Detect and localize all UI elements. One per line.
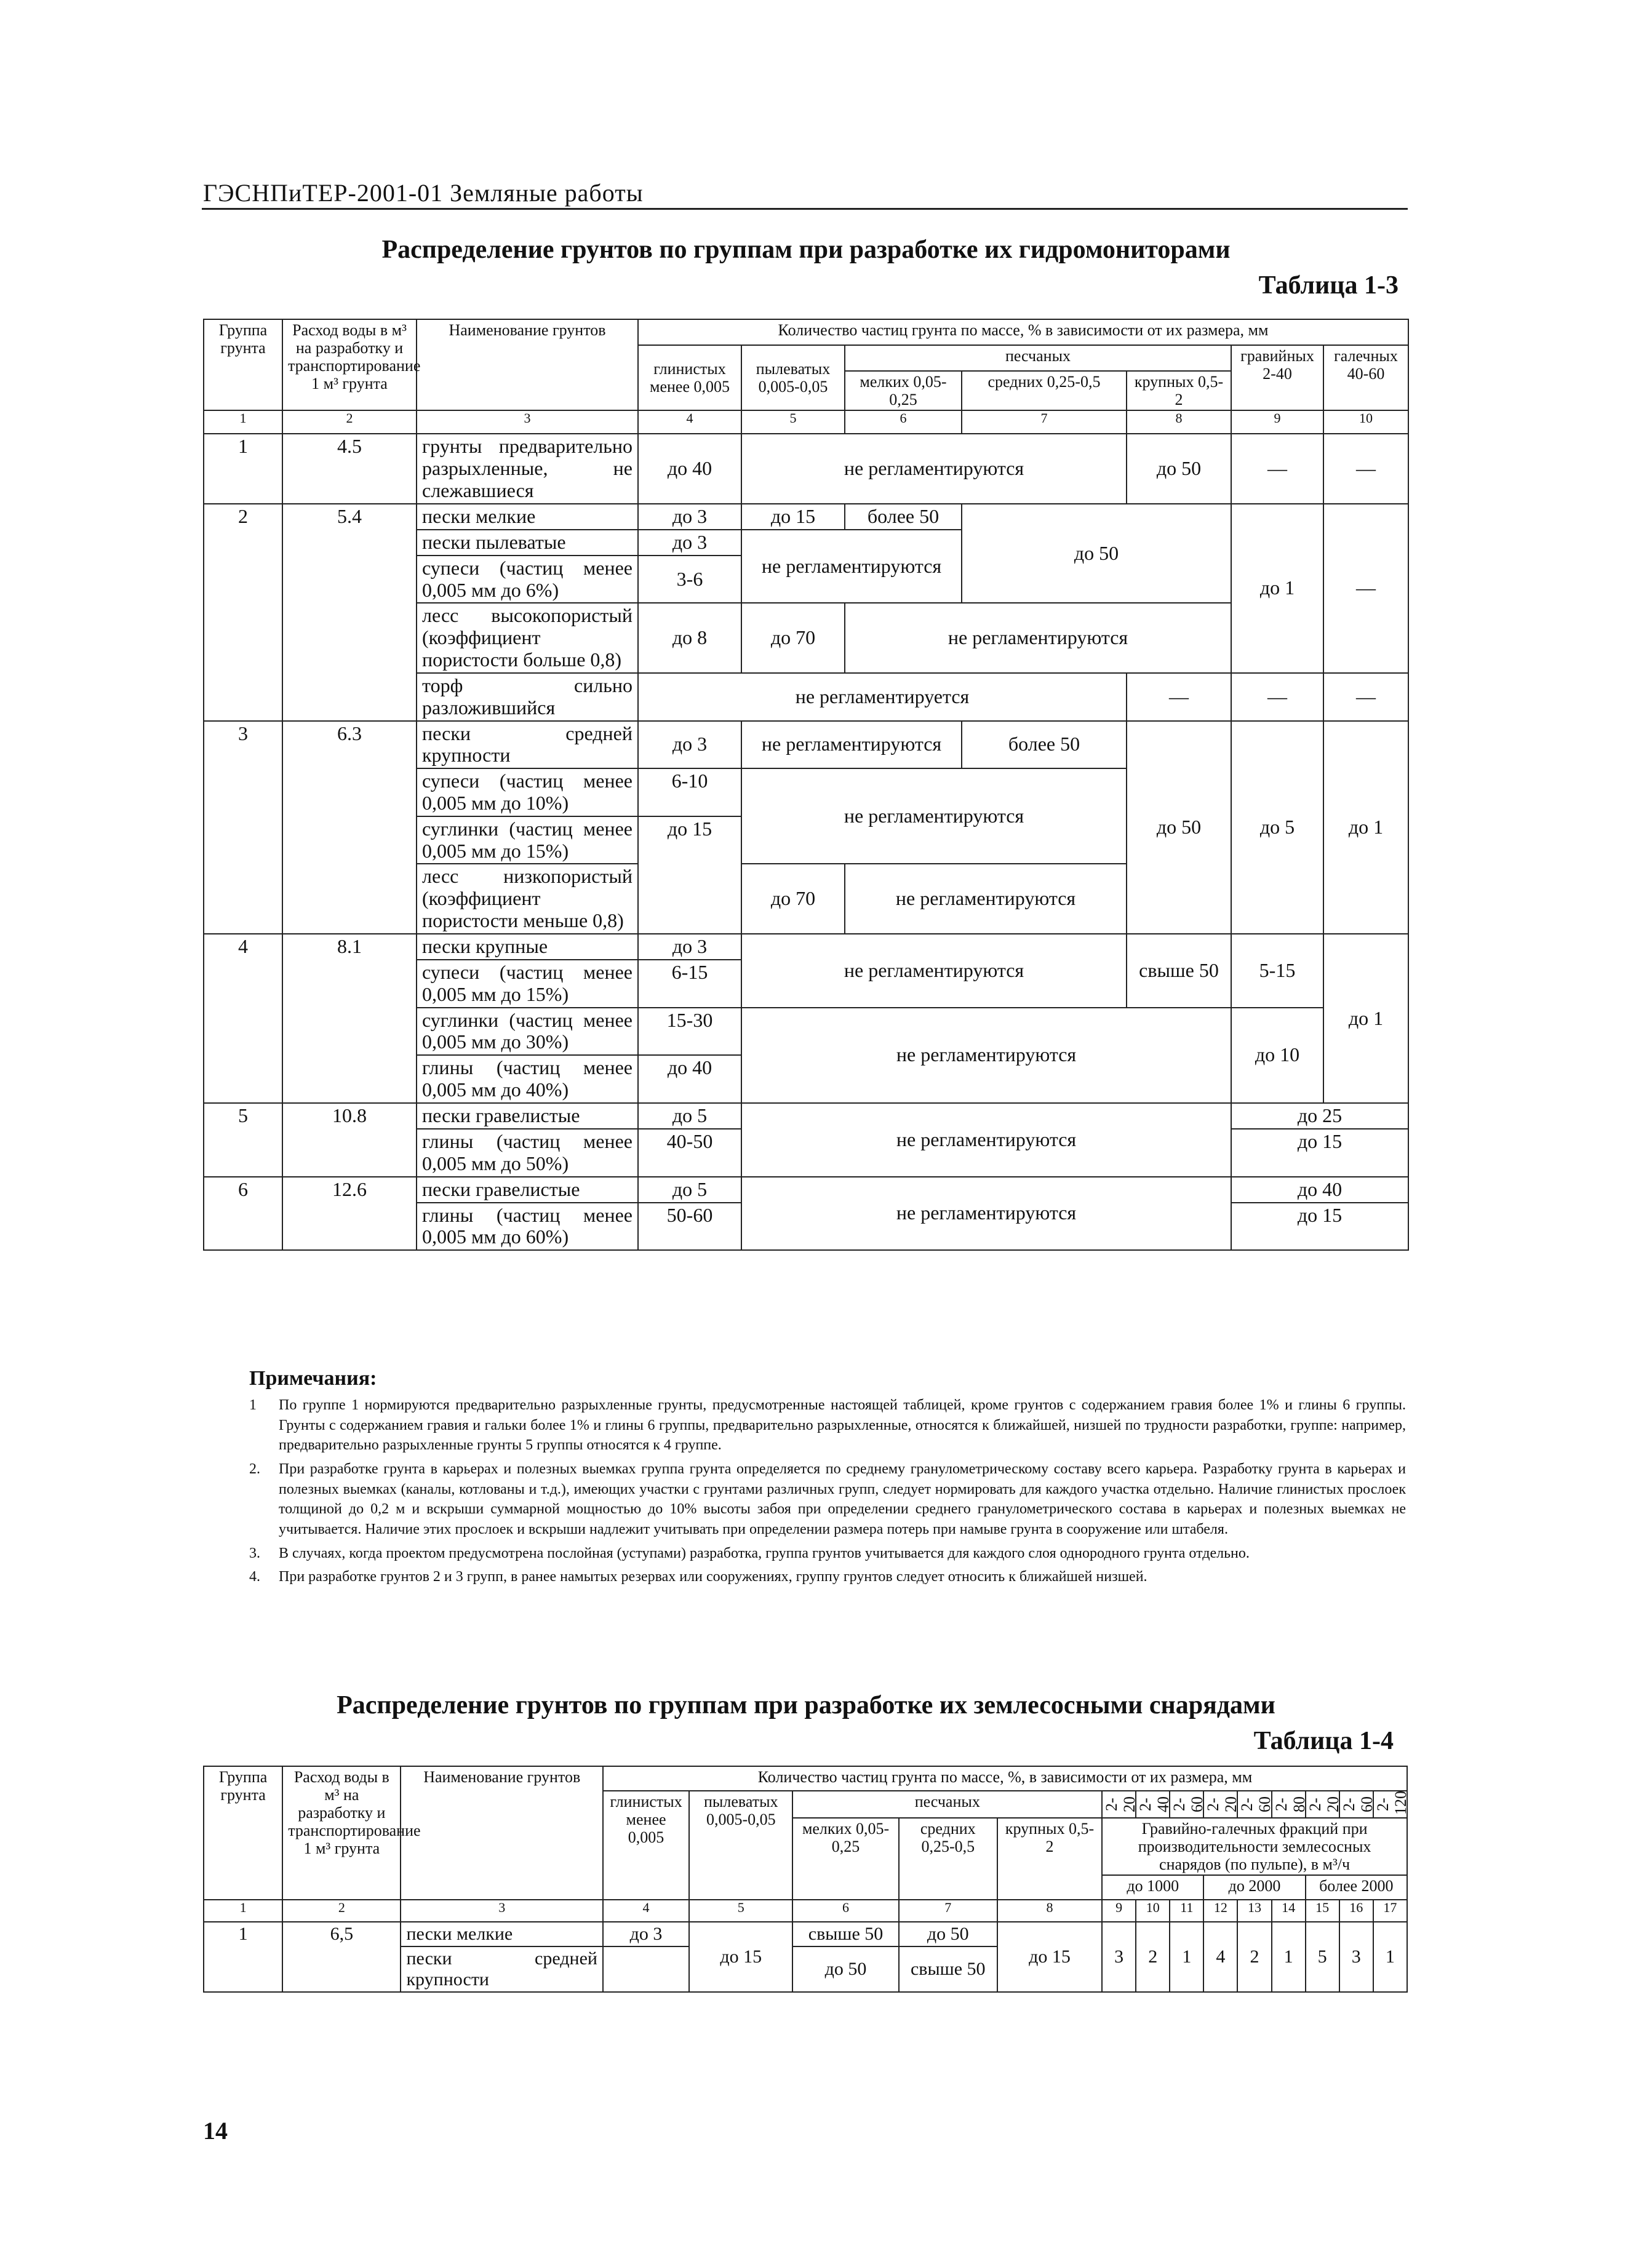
soil-name: глины (частиц менее 0,005 мм до 60%) — [417, 1203, 638, 1251]
cell-medium: до 50 — [899, 1922, 997, 1946]
water-consumption: 10.8 — [282, 1103, 417, 1177]
soil-name: супеси (частиц менее 0,005 мм до 6%) — [417, 556, 638, 604]
cell-medium: более 50 — [962, 721, 1127, 769]
cell-fraction-value: 1 — [1272, 1922, 1306, 1991]
cell-pebble: — — [1323, 673, 1408, 721]
soil-name: пески средней крупности — [417, 721, 638, 769]
column-number: 4 — [638, 410, 741, 434]
column-number: 3 — [401, 1900, 602, 1922]
soil-name: глины (частиц менее 0,005 мм до 50%) — [417, 1129, 638, 1177]
cell-not-regulated: не регламентируются — [741, 934, 1127, 1008]
table-1-4-label: Таблица 1-4 — [1253, 1727, 1394, 1755]
water-consumption: 4.5 — [282, 434, 417, 503]
soil-name: пески средней крупности — [401, 1946, 602, 1991]
water-consumption: 6,5 — [282, 1922, 401, 1991]
header-sand: песчаных — [792, 1791, 1102, 1818]
cell-clay: 6-10 — [638, 768, 741, 816]
column-number: 1 — [204, 410, 282, 434]
cell-silt: до 70 — [741, 864, 845, 933]
cell-pebble: — — [1323, 434, 1408, 503]
note-text: При разработке грунта в карьерах и полезных выемках группа грунта определяется по среднему гранулометрическому составу всего карьера. Разработку грунта в карьерах и полезных выемках (каналы, котлованы и т.д.), имеющих участки с грунтами различных групп, следует нормировать для каждого участка отдельно. Наличие глинистых прослоек толщиной до 0,2 м и вскрыши суммарной мощностью до 10% высоты забоя при определении среднего гранулометрического состава в карьерах и полезных выемках не учитывается. Наличие этих прослоек и вскрыши надлежит учитывать при определении размера потерь при намыве грунта в сооружение или штабеля. — [279, 1461, 1406, 1537]
notes-title: Примечания: — [249, 1367, 377, 1390]
soil-name: лесс высокопористый (коэффициент пористости больше 0,8) — [417, 603, 638, 672]
column-number: 17 — [1373, 1900, 1407, 1922]
water-consumption: 5.4 — [282, 504, 417, 721]
cell-clay: до 5 — [638, 1177, 741, 1203]
header-silt: пылеватых 0,005-0,05 — [741, 345, 845, 410]
group-number: 1 — [204, 1922, 282, 1991]
cell-fine: до 50 — [792, 1946, 898, 1991]
cell-fraction-value: 1 — [1170, 1922, 1203, 1991]
cell-clay: до 3 — [638, 934, 741, 960]
soil-name: суглинки (частиц менее 0,005 мм до 15%) — [417, 816, 638, 864]
note-item — [249, 1395, 1406, 1456]
soil-name: суглинки (частиц менее 0,005 мм до 30%) — [417, 1008, 638, 1056]
header-fraction: 2-20 — [1203, 1791, 1237, 1818]
cell-not-regulated: не регламентируются — [845, 864, 1127, 933]
note-number: 4. — [249, 1569, 260, 1585]
cell-clay: до 5 — [638, 1103, 741, 1129]
cell-fraction-value: 2 — [1136, 1922, 1170, 1991]
group-number: 5 — [204, 1103, 282, 1177]
header-sand-coarse: крупных 0,5-2 — [997, 1818, 1102, 1900]
header-group: Группа грунта — [204, 1766, 282, 1900]
header-sand-fine: мелких 0,05-0,25 — [792, 1818, 898, 1900]
column-number: 2 — [282, 1900, 401, 1922]
cell-fine: более 50 — [845, 504, 962, 530]
note-item — [249, 1544, 1406, 1564]
header-perf-1: до 1000 — [1102, 1875, 1203, 1900]
cell-clay: до 8 — [638, 603, 741, 672]
header-water: Расход воды в м³ на разработку и транспортирование 1 м³ грунта — [282, 319, 417, 410]
group-number: 4 — [204, 934, 282, 1103]
header-fraction: 2-120 — [1373, 1791, 1407, 1818]
note-text: В случаях, когда проектом предусмотрена послойная (уступами) разработка, группа грунтов учитывается для каждого слоя однородного грунта отдельно. — [279, 1545, 1250, 1561]
cell-silt: до 15 — [741, 504, 845, 530]
cell-not-regulated: не регламентируются — [741, 530, 962, 604]
cell-gravel: до 1 — [1231, 504, 1323, 673]
cell-fraction-value: 3 — [1102, 1922, 1136, 1991]
header-rule — [202, 208, 1408, 210]
header-water: Расход воды в м³ на разработку и транспортирование 1 м³ грунта — [282, 1766, 401, 1900]
cell-coarse: — — [1127, 673, 1231, 721]
cell-gravel: — — [1231, 434, 1323, 503]
cell-not-regulated: не регламентируются — [741, 434, 1127, 503]
cell-not-regulated: не регламентируется — [638, 673, 1127, 721]
header-silt: пылеватых 0,005-0,05 — [689, 1791, 792, 1900]
soil-name: торф сильно разложившийся — [417, 673, 638, 721]
group-number: 6 — [204, 1177, 282, 1251]
header-fraction: 2-20 — [1306, 1791, 1339, 1818]
cell-coarse: до 15 — [997, 1922, 1102, 1991]
soil-name: пески гравелистые — [417, 1103, 638, 1129]
cell-gravel: — — [1231, 673, 1323, 721]
soil-name: пески мелкие — [401, 1922, 602, 1946]
header-perf-3: более 2000 — [1306, 1875, 1407, 1900]
header-gravel: гравийных 2-40 — [1231, 345, 1323, 410]
column-number: 7 — [899, 1900, 997, 1922]
cell-clay: до 15 — [638, 816, 741, 934]
cell-clay: до 40 — [638, 1055, 741, 1103]
cell-silt: до 70 — [741, 603, 845, 672]
cell-not-regulated: не регламентируются — [741, 1177, 1231, 1251]
table-1-3-label: Таблица 1-3 — [1258, 271, 1399, 300]
cell-pebble: — — [1323, 504, 1408, 673]
header-particle-quantity: Количество частиц грунта по массе, % в зависимости от их размера, мм — [638, 319, 1408, 345]
running-header: ГЭСНПиТЕР-2001-01 Земляные работы — [203, 179, 644, 207]
header-fraction: 2-40 — [1136, 1791, 1170, 1818]
page-number: 14 — [203, 2117, 228, 2145]
note-item — [249, 1567, 1406, 1587]
column-number: 8 — [997, 1900, 1102, 1922]
column-number: 16 — [1339, 1900, 1373, 1922]
column-number: 11 — [1170, 1900, 1203, 1922]
soil-name: пески пылеватые — [417, 530, 638, 556]
header-sand-medium: средних 0,25-0,5 — [899, 1818, 997, 1900]
table-1-3 — [203, 319, 1409, 1251]
header-fraction: 2-60 — [1237, 1791, 1271, 1818]
note-number: 1 — [249, 1397, 257, 1414]
column-number: 10 — [1323, 410, 1408, 434]
cell-clay: до 3 — [638, 721, 741, 769]
column-number: 14 — [1272, 1900, 1306, 1922]
cell-clay: до 40 — [638, 434, 741, 503]
cell-clay — [603, 1946, 689, 1991]
note-number: 2. — [249, 1461, 260, 1478]
group-number: 1 — [204, 434, 282, 503]
water-consumption: 8.1 — [282, 934, 417, 1103]
note-text: По группе 1 нормируются предварительно разрыхленные грунты, предусмотренные настоящей таблицей, кроме грунтов с содержанием гравия более 1% и глины 6 группы. Грунты с содержанием гравия и гальки более 1% и глины 6 группы, предварительно разрыхленные, относятся к ближайшей, низшей по трудности разработки, группе: например, предварительно разрыхленные грунты 5 группы относятся к 4 группе. — [279, 1397, 1406, 1454]
column-number: 6 — [792, 1900, 898, 1922]
header-fraction: 2-60 — [1170, 1791, 1203, 1818]
soil-name: пески крупные — [417, 934, 638, 960]
header-clay: глинистых менее 0,005 — [638, 345, 741, 410]
cell-pebble: до 1 — [1323, 934, 1408, 1103]
cell-gravel-pebble: до 25 — [1231, 1103, 1408, 1129]
header-fraction: 2-20 — [1102, 1791, 1136, 1818]
cell-medium-coarse: до 50 — [962, 504, 1231, 604]
column-number: 5 — [741, 410, 845, 434]
soil-name: пески мелкие — [417, 504, 638, 530]
column-number: 12 — [1203, 1900, 1237, 1922]
cell-fine: свыше 50 — [792, 1922, 898, 1946]
cell-clay: 50-60 — [638, 1203, 741, 1251]
water-consumption: 12.6 — [282, 1177, 417, 1251]
cell-gravel: 5-15 — [1231, 934, 1323, 1008]
column-number: 15 — [1306, 1900, 1339, 1922]
cell-fraction-value: 2 — [1237, 1922, 1271, 1991]
cell-gravel: до 10 — [1231, 1008, 1323, 1103]
column-number: 9 — [1231, 410, 1323, 434]
column-number: 1 — [204, 1900, 282, 1922]
cell-gravel-pebble: до 15 — [1231, 1203, 1408, 1251]
cell-fraction-value: 3 — [1339, 1922, 1373, 1991]
header-clay: глинистых менее 0,005 — [603, 1791, 689, 1900]
cell-clay: 3-6 — [638, 556, 741, 604]
column-number: 8 — [1127, 410, 1231, 434]
header-particle-quantity: Количество частиц грунта по массе, %, в зависимости от их размера, мм — [603, 1766, 1407, 1791]
note-item — [249, 1459, 1406, 1540]
column-number: 9 — [1102, 1900, 1136, 1922]
cell-medium: свыше 50 — [899, 1946, 997, 1991]
cell-not-regulated: не регламентируются — [845, 603, 1231, 672]
cell-pebble: до 1 — [1323, 721, 1408, 934]
soil-name: глины (частиц менее 0,005 мм до 40%) — [417, 1055, 638, 1103]
cell-clay: 40-50 — [638, 1129, 741, 1177]
cell-fraction-value: 5 — [1306, 1922, 1339, 1991]
table-1-4-title: Распределение грунтов по группам при разработке их землесосными снарядами — [337, 1691, 1275, 1719]
soil-name: лесс низкопористый (коэффициент пористости меньше 0,8) — [417, 864, 638, 933]
column-number: 6 — [845, 410, 962, 434]
header-soil-name: Наименование грунтов — [417, 319, 638, 410]
cell-clay: 15-30 — [638, 1008, 741, 1056]
soil-name: пески гравелистые — [417, 1177, 638, 1203]
notes — [249, 1365, 1406, 1591]
cell-fraction-value: 4 — [1203, 1922, 1237, 1991]
cell-gravel-pebble: до 40 — [1231, 1177, 1408, 1203]
group-number: 3 — [204, 721, 282, 934]
header-soil-name: Наименование грунтов — [401, 1766, 602, 1900]
cell-coarse: до 50 — [1127, 721, 1231, 934]
cell-coarse: свыше 50 — [1127, 934, 1231, 1008]
note-text: При разработке грунтов 2 и 3 групп, в ранее намытых резервах или сооружениях, группу грунтов следует относить к ближайшей низшей. — [279, 1569, 1147, 1585]
soil-name: супеси (частиц менее 0,005 мм до 15%) — [417, 960, 638, 1008]
note-number: 3. — [249, 1545, 260, 1561]
cell-not-regulated: не регламентируются — [741, 1103, 1231, 1177]
column-number: 3 — [417, 410, 638, 434]
column-number: 13 — [1237, 1900, 1271, 1922]
cell-coarse: до 50 — [1127, 434, 1231, 503]
group-number: 2 — [204, 504, 282, 721]
cell-not-regulated: не регламентируются — [741, 1008, 1231, 1103]
cell-gravel: до 5 — [1231, 721, 1323, 934]
cell-clay: до 3 — [638, 504, 741, 530]
cell-fraction-value: 1 — [1373, 1922, 1407, 1991]
soil-name: супеси (частиц менее 0,005 мм до 10%) — [417, 768, 638, 816]
header-sand-fine: мелких 0,05-0,25 — [845, 371, 962, 410]
header-group: Группа грунта — [204, 319, 282, 410]
table-1-3-title: Распределение грунтов по группам при разработке их гидромониторами — [381, 236, 1231, 264]
column-number: 10 — [1136, 1900, 1170, 1922]
cell-silt: до 15 — [689, 1922, 792, 1991]
cell-gravel-pebble: до 15 — [1231, 1129, 1408, 1177]
water-consumption: 6.3 — [282, 721, 417, 934]
cell-clay: до 3 — [638, 530, 741, 556]
header-gravel-note: Гравийно-галечных фракций при производительности землесосных снарядов (по пульпе), в м³/ч — [1102, 1818, 1407, 1875]
column-number: 2 — [282, 410, 417, 434]
column-number: 7 — [962, 410, 1127, 434]
cell-not-regulated: не регламентируются — [741, 768, 1127, 864]
cell-clay: до 3 — [603, 1922, 689, 1946]
header-sand-coarse: крупных 0,5-2 — [1127, 371, 1231, 410]
header-sand-medium: средних 0,25-0,5 — [962, 371, 1127, 410]
header-sand: песчаных — [845, 345, 1231, 371]
header-perf-2: до 2000 — [1203, 1875, 1305, 1900]
header-pebble: галечных 40-60 — [1323, 345, 1408, 410]
cell-not-regulated: не регламентируются — [741, 721, 962, 769]
header-fraction: 2-80 — [1272, 1791, 1306, 1818]
table-1-4 — [203, 1766, 1408, 1993]
soil-name: грунты предварительно разрыхленные, не слежавшиеся — [417, 434, 638, 503]
header-fraction: 2-60 — [1339, 1791, 1373, 1818]
cell-clay: 6-15 — [638, 960, 741, 1008]
column-number: 4 — [603, 1900, 689, 1922]
column-number: 5 — [689, 1900, 792, 1922]
